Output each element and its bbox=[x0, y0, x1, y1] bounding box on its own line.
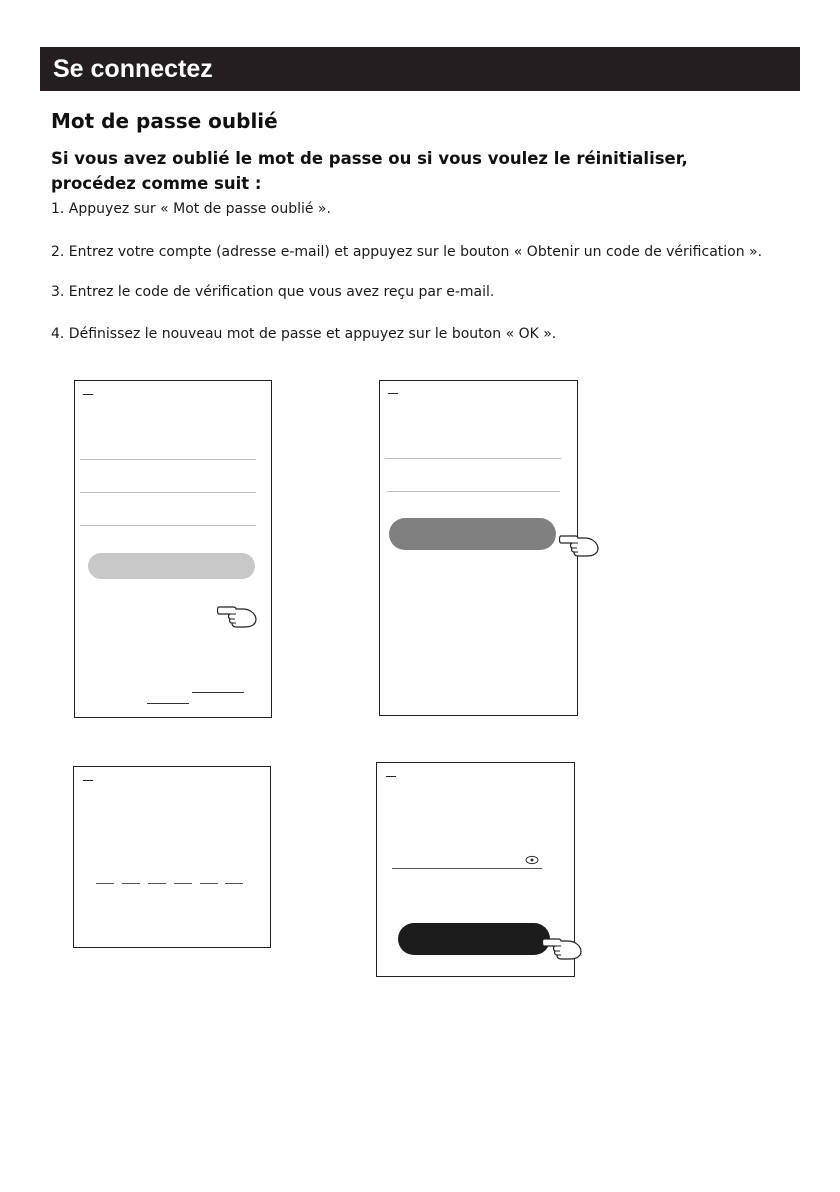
code-digit-2[interactable] bbox=[122, 883, 140, 884]
password-field[interactable] bbox=[80, 492, 256, 493]
pointing-hand-icon bbox=[542, 932, 584, 960]
forgot-password-link[interactable] bbox=[192, 692, 244, 693]
step-1: 1. Appuyez sur « Mot de passe oublié ». bbox=[51, 201, 331, 217]
extra-field[interactable] bbox=[80, 525, 256, 526]
step-2: 2. Entrez votre compte (adresse e-mail) et appuyez sur le bouton « Obtenir un code de vérification ». bbox=[51, 244, 763, 260]
ok-button[interactable] bbox=[398, 923, 550, 955]
country-field[interactable] bbox=[385, 458, 561, 459]
back-icon bbox=[83, 780, 93, 781]
pointing-hand-icon bbox=[559, 529, 601, 557]
code-digit-1[interactable] bbox=[96, 883, 114, 884]
intro-text: Si vous avez oublié le mot de passe ou si vous voulez le réinitialiser, procédez comme suit : bbox=[51, 149, 688, 193]
back-icon bbox=[386, 776, 396, 777]
get-verification-code-button[interactable] bbox=[389, 518, 556, 550]
verification-code-screen bbox=[73, 766, 271, 948]
code-digit-4[interactable] bbox=[174, 883, 192, 884]
register-link[interactable] bbox=[147, 703, 189, 704]
email-field[interactable] bbox=[387, 491, 560, 492]
code-digit-5[interactable] bbox=[200, 883, 218, 884]
eye-icon[interactable] bbox=[525, 855, 539, 865]
back-icon bbox=[83, 394, 93, 395]
new-password-field[interactable] bbox=[392, 868, 542, 869]
code-digit-6[interactable] bbox=[225, 883, 243, 884]
back-icon bbox=[388, 393, 398, 394]
step-4: 4. Définissez le nouveau mot de passe et appuyez sur le bouton « OK ». bbox=[51, 326, 557, 342]
pointing-hand-icon bbox=[217, 600, 259, 628]
section-title: Mot de passe oublié bbox=[51, 109, 278, 133]
login-button[interactable] bbox=[88, 553, 255, 579]
login-screen bbox=[74, 380, 272, 718]
step-3: 3. Entrez le code de vérification que vous avez reçu par e-mail. bbox=[51, 284, 495, 300]
code-digit-3[interactable] bbox=[148, 883, 166, 884]
section-banner: Se connectez bbox=[40, 47, 800, 91]
account-field[interactable] bbox=[80, 459, 256, 460]
